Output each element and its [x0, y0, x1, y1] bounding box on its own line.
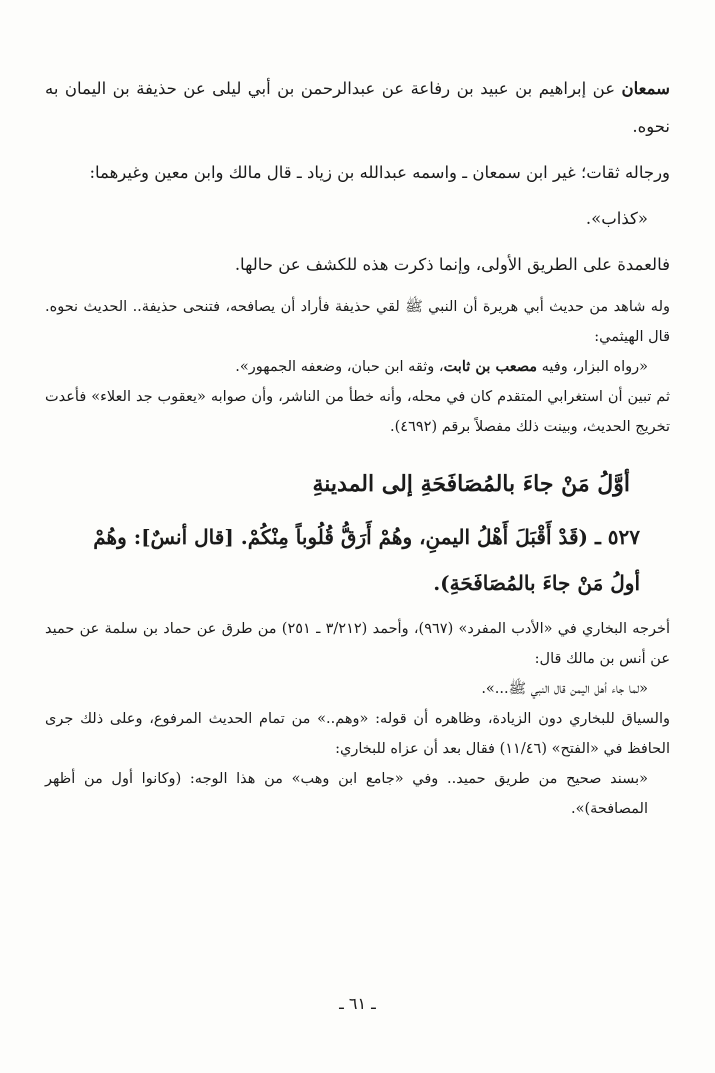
bold-name: سمعان: [621, 79, 670, 98]
paragraph-7: ثم تبين أن استغرابي المتقدم كان في محله، وأنه خطأ من الناشر، وأن صوابه «يعقوب جد العلاء» فأعدت تخريج الحديث، وبينت ذلك مفصلاً برقم (٤٦٩٢).: [45, 389, 670, 435]
paragraph-2: ورجاله ثقات؛ غير ابن سمعان ـ واسمه عبدالله بن زياد ـ قال مالك وابن معين وغيرهما:: [89, 163, 670, 182]
quote-lamma: «لما جاء أهل اليمن قال النبي ﷺ...».: [481, 681, 648, 697]
page-number: ـ ٦١ ـ: [339, 994, 376, 1013]
hadith-text-line-1: ٥٢٧ ـ (قَدْ أَقْبَلَ أَهْلُ اليمنِ، وهُمْ أَرَقُّ قُلُوباً مِنْكُمْ. [قال أنسٌ]: وهُمْ: [93, 525, 640, 549]
hadith-text-line-2: أولُ مَنْ جاءَ بالمُصَافَحَةِ).: [433, 571, 640, 595]
quote-kadhab: «كذاب».: [585, 209, 648, 228]
paragraph-1: [45, 70, 670, 146]
quote-fath: «بسند صحيح من طريق حميد.. وفي «جامع ابن وهب» من هذا الوجه: (وكانوا أول من أظهر المصافحة)».: [45, 771, 648, 817]
quote-part-1: «رواه البزار، وفيه: [537, 359, 648, 375]
quote-bold-name: مصعب بن ثابت: [443, 358, 538, 375]
paragraph-8: أخرجه البخاري في «الأدب المفرد» (٩٦٧)، وأحمد (٣/٢١٢ ـ ٢٥١) من طرق عن حماد بن سلمة عن حميد عن أنس بن مالك قال:: [45, 621, 671, 667]
section-heading: أوَّلُ مَنْ جاءَ بالمُصَافَحَةِ إلى المدينةِ: [312, 471, 630, 497]
quote-part-3: ، وثقه ابن حبان، وضعفه الجمهور».: [235, 359, 444, 375]
paragraph-1-text: عن إبراهيم بن عبيد بن رفاعة عن عبدالرحمن بن أبي ليلى عن حذيفة بن اليمان به نحوه.: [45, 79, 670, 136]
paragraph-5: وله شاهد من حديث أبي هريرة أن النبي ﷺ لقي حذيفة فأراد أن يصافحه، فتنحى حذيفة.. الحديث نحوه. قال الهيثمي:: [45, 299, 670, 345]
paragraph-4: فالعمدة على الطريق الأولى، وإنما ذكرت هذه للكشف عن حالها.: [234, 255, 670, 274]
quote-haythami: [45, 352, 670, 382]
paragraph-10: والسياق للبخاري دون الزيادة، وظاهره أن قوله: «وهم..» من تمام الحديث المرفوع، وعلى ذلك جرى الحافظ في «الفتح» (١١/٤٦) فقال بعد أن عزاه للبخاري:: [45, 711, 670, 757]
